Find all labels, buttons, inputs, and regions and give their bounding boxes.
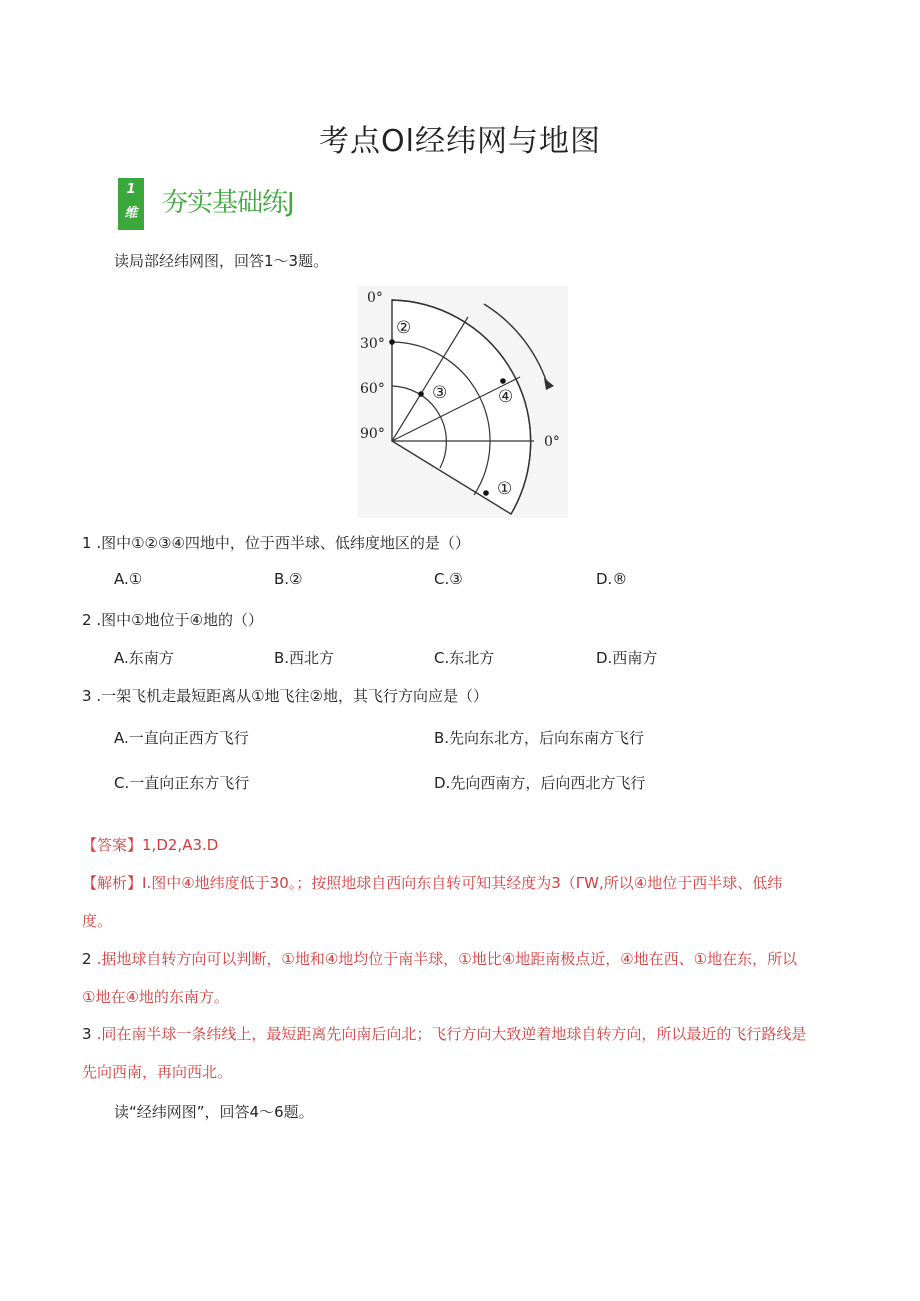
q2-option-c[interactable]: C.东北方: [434, 649, 495, 667]
analysis-line-1: [82, 872, 782, 893]
answer-text: 1,D2,A3.D: [142, 836, 219, 854]
q2-option-d[interactable]: D.西南方: [596, 649, 658, 667]
label-0-top: 0°: [367, 290, 383, 306]
latitude-longitude-figure: [358, 286, 568, 518]
analysis-2-text-2: ①地在④地的东南方。: [82, 988, 229, 1006]
analysis-2-number: 2: [82, 950, 92, 968]
section-badge: [118, 178, 144, 230]
q3-option-d[interactable]: D.先向西南方，后向西北方飞行: [434, 774, 646, 792]
analysis-3-text: .同在南半球一条纬线上，最短距离先向南后向北；飞行方向大致逆着地球自转方向，所以最近的飞行路线是: [96, 1025, 807, 1043]
q3-option-c[interactable]: C.一直向正东方飞行: [114, 774, 250, 792]
question-2: [82, 609, 263, 630]
analysis-paragraph-3: [82, 1023, 806, 1044]
analysis-3-text-2: 先向西南，再向西北。: [82, 1063, 233, 1081]
badge-number: 1: [126, 182, 136, 197]
analysis-text-1b: 度。: [82, 912, 113, 930]
point-2: ②: [396, 318, 412, 338]
question-1-text: .图中①②③④四地中，位于西半球、低纬度地区的是（）: [96, 534, 470, 552]
q1-option-a[interactable]: A.①: [114, 570, 143, 588]
q2-option-b[interactable]: B.西北方: [274, 649, 335, 667]
label-90: 90°: [360, 426, 385, 442]
label-30: 30°: [360, 336, 385, 352]
point-4: ④: [498, 387, 514, 407]
intro-text-1: 读局部经纬网图，回答1〜3题。: [114, 252, 329, 270]
point-3: ③: [432, 383, 448, 403]
question-1: [82, 532, 470, 553]
q3-option-a[interactable]: A.一直向正西方飞行: [114, 729, 249, 747]
page-title: 考点Ol经纬网与地图: [319, 124, 601, 159]
analysis-3-number: 3: [82, 1025, 92, 1043]
q1-option-d[interactable]: D.®: [596, 570, 628, 588]
q1-option-c[interactable]: C.③: [434, 570, 463, 588]
question-3-text: .一架飞机走最短距离从①地飞往②地，其飞行方向应是（）: [96, 687, 488, 705]
badge-text: 维: [124, 206, 138, 221]
intro-text-2: 读“经纬网图”，回答4〜6题。: [114, 1103, 314, 1121]
q1-option-b[interactable]: B.②: [274, 570, 303, 588]
label-60: 60°: [360, 381, 385, 397]
q2-option-a[interactable]: A.东南方: [114, 649, 174, 667]
question-2-text: .图中①地位于④地的（）: [96, 611, 263, 629]
question-3: [82, 685, 488, 706]
label-0-right: 0°: [544, 434, 560, 450]
point-1: ①: [497, 479, 513, 499]
question-1-number: 1: [82, 534, 92, 552]
section-title: 夯实基础练J: [162, 188, 294, 218]
answer-line: [82, 834, 218, 855]
analysis-text-1: I.图中④地纬度低于30。；按照地球自西向东自转可知其经度为3（ΓW,所以④地位于西半球、低纬: [142, 874, 783, 892]
question-3-number: 3: [82, 687, 92, 705]
analysis-paragraph-2: [82, 948, 797, 969]
q3-option-b[interactable]: B.先向东北方，后向东南方飞行: [434, 729, 645, 747]
question-2-number: 2: [82, 611, 92, 629]
answer-label: 【答案】: [82, 836, 143, 854]
analysis-2-text: .据地球自转方向可以判断，①地和④地均位于南半球，①地比④地距南极点近，④地在西、①地在东，所以: [96, 950, 798, 968]
analysis-label: 【解析】: [82, 874, 143, 892]
